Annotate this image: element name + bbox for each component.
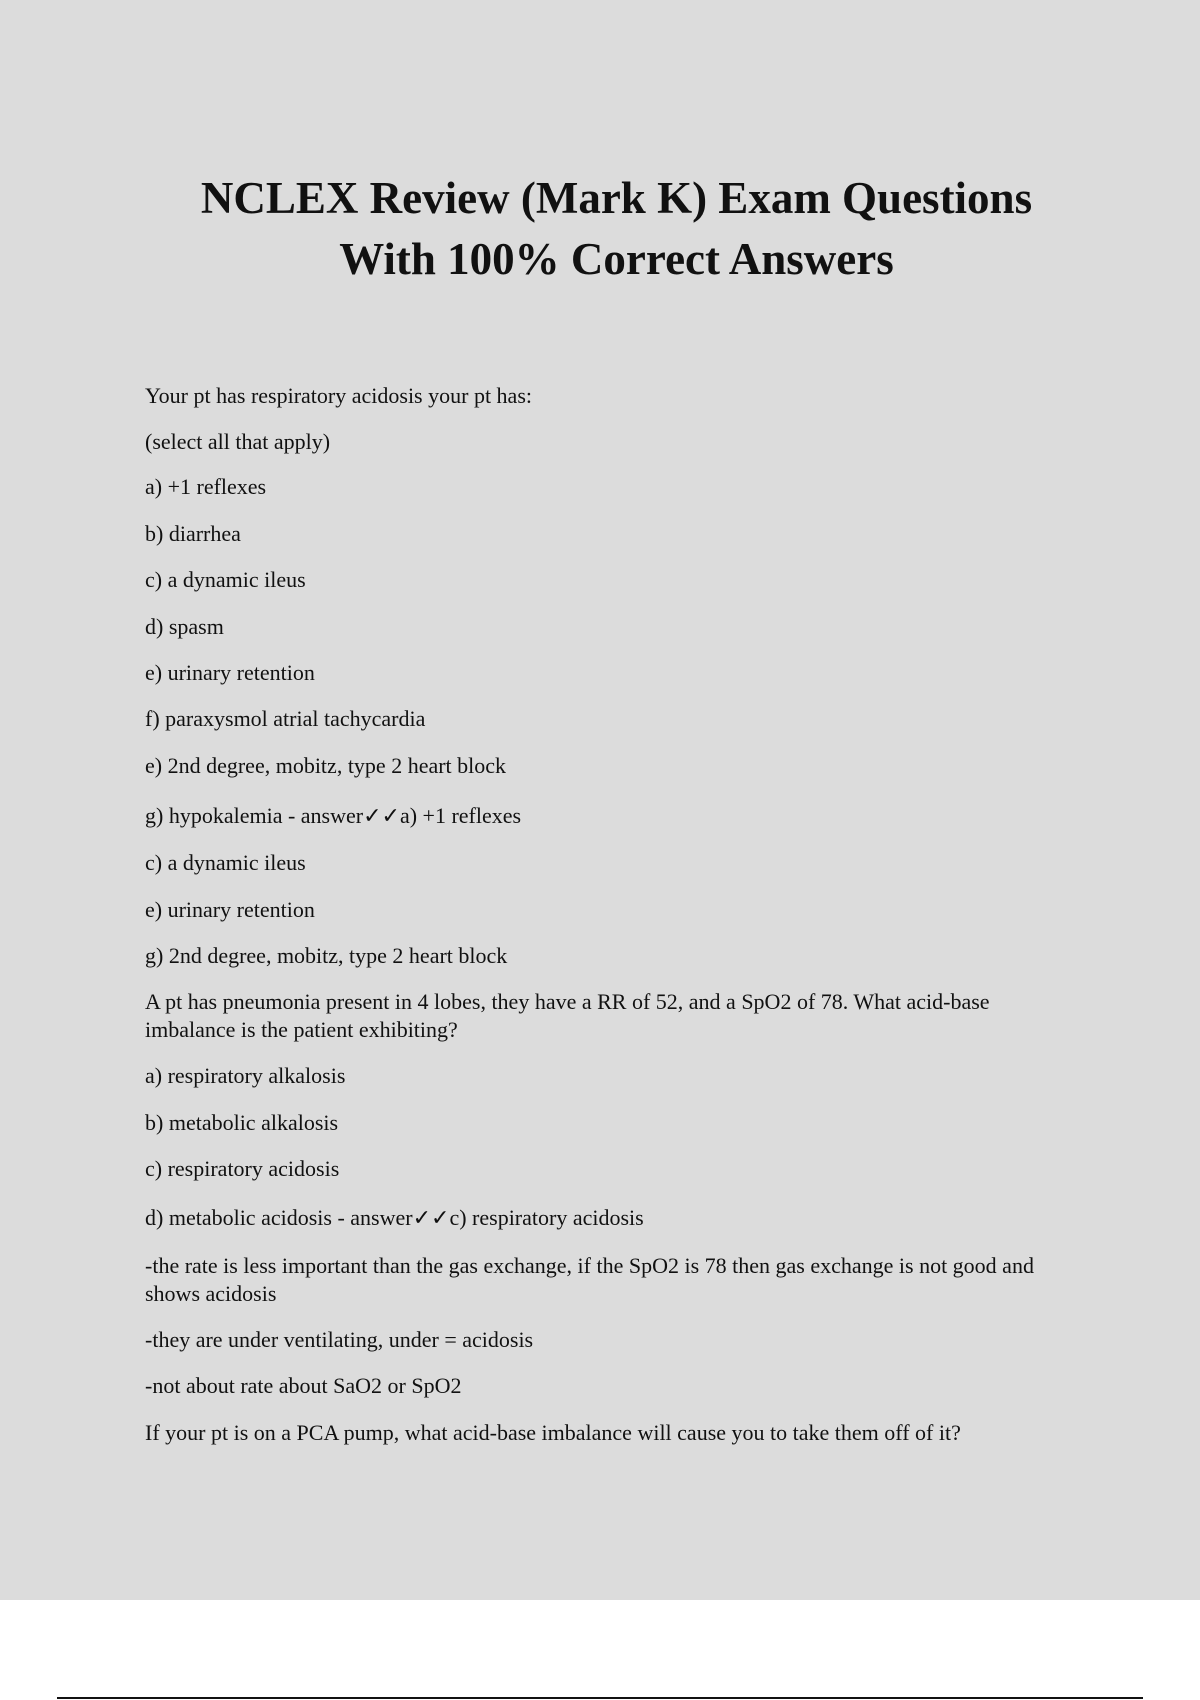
title-line-1: NCLEX Review (Mark K) Exam Questions [200, 173, 1033, 223]
question-2-option-d-answer: d) metabolic acidosis - answer✓✓c) respiratory acidosis [145, 1205, 644, 1230]
answer-line-g: g) 2nd degree, mobitz, type 2 heart block [145, 943, 508, 968]
question-1-stem: Your pt has respiratory acidosis your pt has: [145, 383, 532, 408]
answer-line-e: e) urinary retention [145, 897, 315, 922]
question-1-option-f: f) paraxysmol atrial tachycardia [145, 706, 426, 731]
answer-line-c: c) a dynamic ileus [145, 850, 306, 875]
question-3-stem: If your pt is on a PCA pump, what acid-base imbalance will cause you to take them off of it? [145, 1420, 961, 1445]
question-2-option-a: a) respiratory alkalosis [145, 1063, 346, 1088]
document-title [100, 168, 1133, 290]
question-1-option-e2: e) 2nd degree, mobitz, type 2 heart block [145, 753, 507, 778]
question-1-option-a: a) +1 reflexes [145, 474, 267, 499]
question-1-option-c: c) a dynamic ileus [145, 567, 306, 592]
rationale-line-1: -the rate is less important than the gas exchange, if the SpO2 is 78 then gas exchange is not good and shows acidosis [145, 1253, 1034, 1306]
title-line-2: With 100% Correct Answers [339, 234, 894, 284]
question-2-stem: A pt has pneumonia present in 4 lobes, they have a RR of 52, and a SpO2 of 78. What acid-base imbalance is the patient exhibiting? [145, 989, 990, 1042]
rationale-line-3: -not about rate about SaO2 or SpO2 [145, 1373, 462, 1398]
footer-divider [57, 1697, 1143, 1699]
question-1-option-b: b) diarrhea [145, 521, 241, 546]
question-1-instruction: (select all that apply) [145, 429, 331, 454]
question-1-option-e: e) urinary retention [145, 660, 315, 685]
rationale-line-2: -they are under ventilating, under = acidosis [145, 1327, 534, 1352]
question-1-option-d: d) spasm [145, 614, 224, 639]
question-1-option-g-answer: g) hypokalemia - answer✓✓a) +1 reflexes [145, 803, 522, 828]
question-2-option-c: c) respiratory acidosis [145, 1156, 340, 1181]
question-2-option-b: b) metabolic alkalosis [145, 1110, 339, 1135]
